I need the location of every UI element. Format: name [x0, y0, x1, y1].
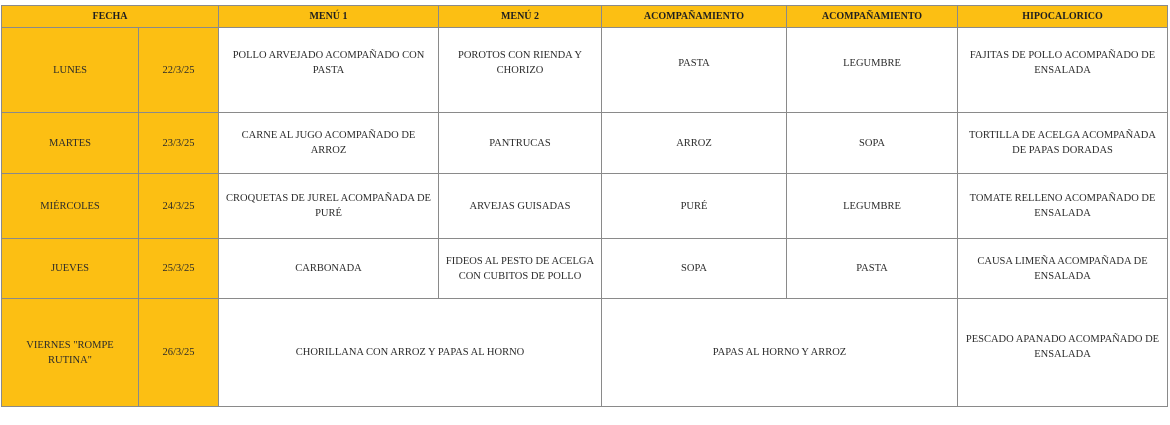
header-menu-2: MENÚ 2	[439, 6, 602, 28]
date-cell: 23/3/25	[139, 113, 219, 174]
acompanamiento-2-cell: PASTA	[787, 239, 958, 299]
menu-merged-cell: CHORILLANA CON ARROZ Y PAPAS AL HORNO	[219, 299, 602, 407]
menu-2-cell: POROTOS CON RIENDA Y CHORIZO	[439, 28, 602, 113]
hipocalorico-cell: TOMATE RELLENO ACOMPAÑADO DE ENSALADA	[958, 174, 1168, 239]
date-cell: 25/3/25	[139, 239, 219, 299]
menu-1-cell: CARNE AL JUGO ACOMPAÑADO DE ARROZ	[219, 113, 439, 174]
table-row	[2, 299, 1168, 407]
menu-1-cell: POLLO ARVEJADO ACOMPAÑADO CON PASTA	[219, 28, 439, 113]
acompanamiento-1-cell: PASTA	[602, 28, 787, 113]
acompanamiento-2-cell: LEGUMBRE	[787, 28, 958, 113]
day-cell: VIERNES "ROMPE RUTINA"	[2, 299, 139, 407]
table-row	[2, 113, 1168, 174]
menu-1-cell: CROQUETAS DE JUREL ACOMPAÑADA DE PURÉ	[219, 174, 439, 239]
acompanamiento-1-cell: SOPA	[602, 239, 787, 299]
acompanamiento-merged-cell: PAPAS AL HORNO Y ARROZ	[602, 299, 958, 407]
header-acompanamiento-2: ACOMPAÑAMIENTO	[787, 6, 958, 28]
hipocalorico-cell: PESCADO APANADO ACOMPAÑADO DE ENSALADA	[958, 299, 1168, 407]
date-cell: 22/3/25	[139, 28, 219, 113]
acompanamiento-1-cell: ARROZ	[602, 113, 787, 174]
table-row	[2, 174, 1168, 239]
header-acompanamiento-1: ACOMPAÑAMIENTO	[602, 6, 787, 28]
day-cell: MIÉRCOLES	[2, 174, 139, 239]
table-row	[2, 239, 1168, 299]
menu-1-cell: CARBONADA	[219, 239, 439, 299]
header-fecha: FECHA	[2, 6, 219, 28]
menu-2-cell: FIDEOS AL PESTO DE ACELGA CON CUBITOS DE POLLO	[439, 239, 602, 299]
date-cell: 24/3/25	[139, 174, 219, 239]
hipocalorico-cell: FAJITAS DE POLLO ACOMPAÑADO DE ENSALADA	[958, 28, 1168, 113]
hipocalorico-cell: TORTILLA DE ACELGA ACOMPAÑADA DE PAPAS DORADAS	[958, 113, 1168, 174]
day-cell: MARTES	[2, 113, 139, 174]
menu-2-cell: PANTRUCAS	[439, 113, 602, 174]
acompanamiento-1-cell: PURÉ	[602, 174, 787, 239]
acompanamiento-2-cell: LEGUMBRE	[787, 174, 958, 239]
menu-2-cell: ARVEJAS GUISADAS	[439, 174, 602, 239]
header-menu-1: MENÚ 1	[219, 6, 439, 28]
day-cell: LUNES	[2, 28, 139, 113]
day-cell: JUEVES	[2, 239, 139, 299]
weekly-menu-table	[1, 5, 1168, 407]
header-hipocalorico: HIPOCALORICO	[958, 6, 1168, 28]
date-cell: 26/3/25	[139, 299, 219, 407]
acompanamiento-2-cell: SOPA	[787, 113, 958, 174]
table-row	[2, 28, 1168, 113]
hipocalorico-cell: CAUSA LIMEÑA ACOMPAÑADA DE ENSALADA	[958, 239, 1168, 299]
header-row	[2, 6, 1168, 28]
